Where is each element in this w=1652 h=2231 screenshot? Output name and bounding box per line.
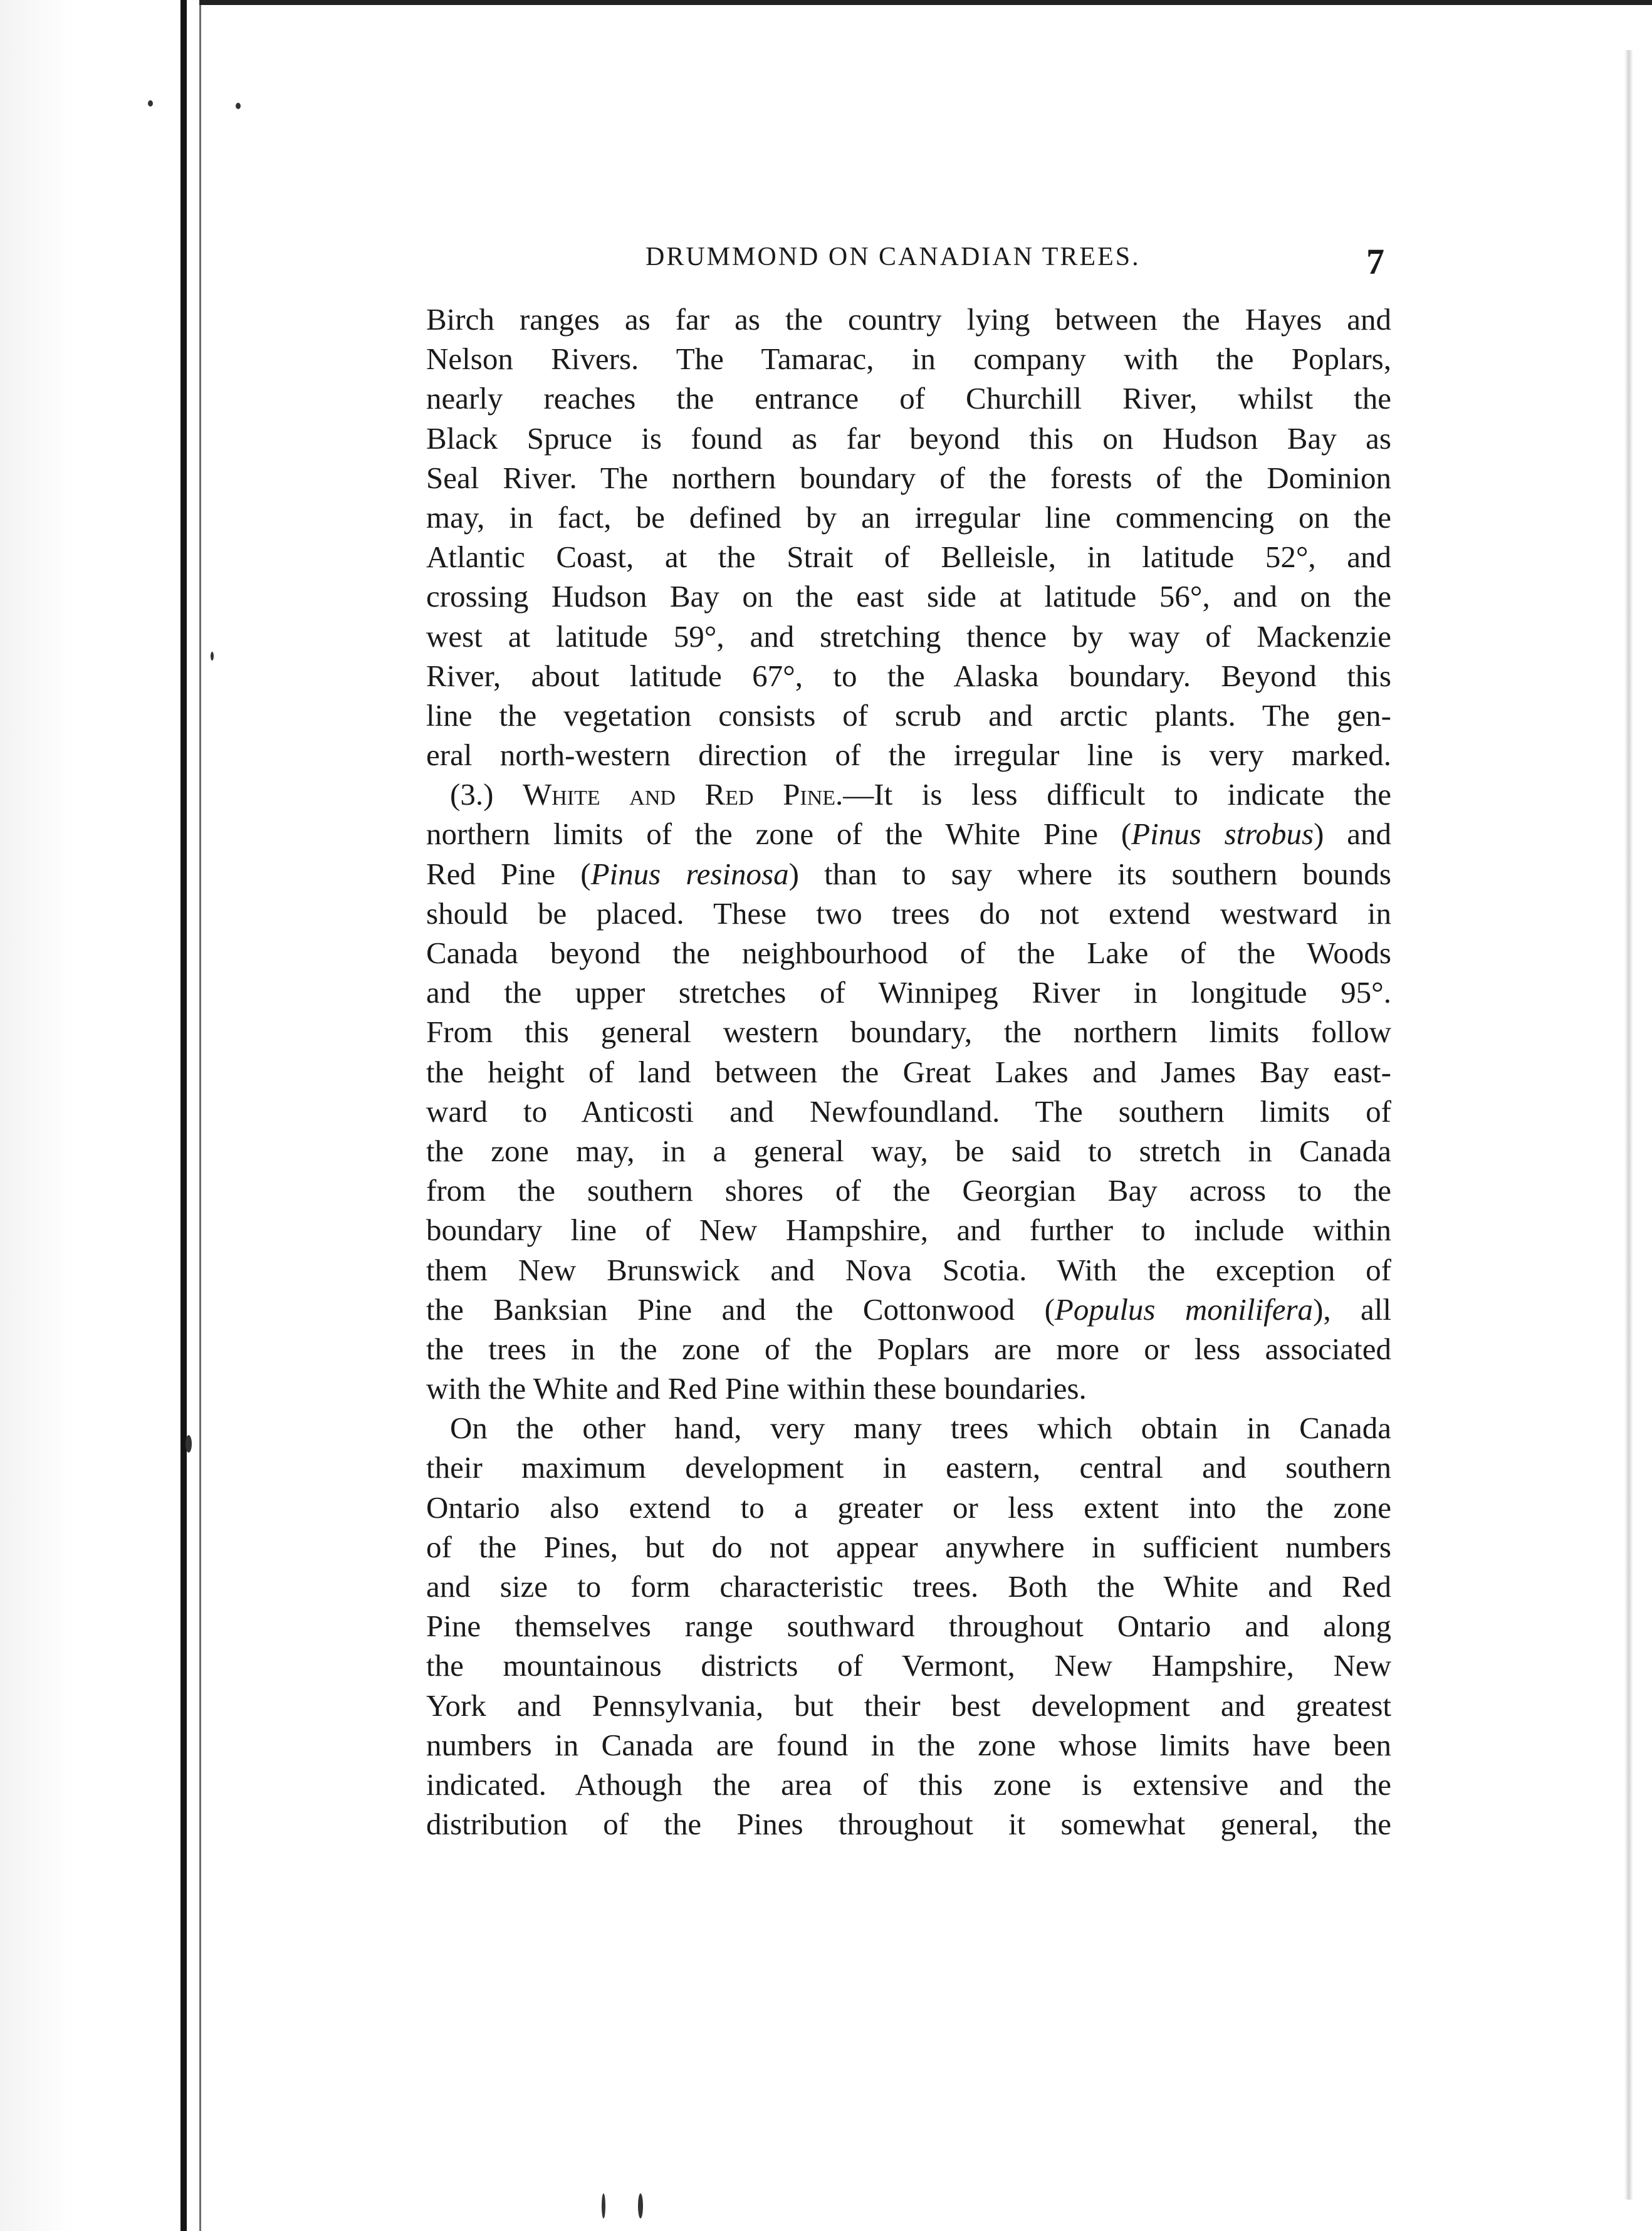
species-name: Pinus resinosa	[590, 856, 789, 891]
scan-speck	[186, 1435, 192, 1453]
text-line: west at latitude 59°, and stretching thence by way of Mackenzie	[426, 619, 1391, 654]
text-line: numbers in Canada are found in the zone whose limits have been	[426, 1727, 1391, 1762]
text-line: York and Pennsylvania, but their best development and greatest	[426, 1688, 1391, 1723]
text-fragment: Red Pine (	[426, 856, 591, 891]
text-line: From this general western boundary, the northern limits follow	[426, 1015, 1391, 1050]
binding-edge	[180, 0, 187, 2231]
text-line: them New Brunswick and Nova Scotia. With the exception of	[426, 1252, 1391, 1287]
page-right-edge	[1624, 50, 1633, 2200]
species-name: Pinus strobus	[1131, 817, 1314, 852]
text-line: the mountainous districts of Vermont, New Hampshire, New	[426, 1648, 1391, 1683]
text-line: and size to form characteristic trees. Both the White and Red	[426, 1569, 1391, 1604]
text-line: Canada beyond the neighbourhood of the Lake of the Woods	[426, 936, 1391, 970]
text-line: River, about latitude 67°, to the Alaska boundary. Beyond this	[426, 658, 1391, 693]
binding-shadow	[0, 0, 188, 2231]
paragraph-continuation	[426, 300, 1391, 775]
page-body	[426, 300, 1391, 1844]
text-line: Nelson Rivers. The Tamarac, in company with the Poplars,	[426, 342, 1391, 377]
section-white-and-red-pine	[426, 775, 1391, 1408]
scan-speck	[211, 652, 214, 661]
scan-speck	[236, 103, 241, 109]
text-line: On the other hand, very many trees which obtain in Canada	[450, 1411, 1391, 1446]
scan-speck	[638, 2193, 643, 2218]
text-line	[426, 854, 1391, 894]
text-line: with the White and Red Pine within these boundaries.	[426, 1371, 1087, 1406]
text-line: distribution of the Pines throughout it somewhat general, the	[426, 1807, 1391, 1842]
text-line: nearly reaches the entrance of Churchill River, whilst the	[426, 381, 1391, 416]
section-number: (3.)	[450, 777, 494, 812]
scan-speck	[148, 100, 153, 107]
text-line: of the Pines, but do not appear anywhere in sufficient numbers	[426, 1529, 1391, 1564]
text-line	[426, 814, 1391, 854]
text-line: the trees in the zone of the Poplars are more or less associated	[426, 1331, 1391, 1366]
text-fragment: the Banksian Pine and the Cottonwood (	[426, 1292, 1055, 1327]
text-fragment: ) and	[1314, 817, 1391, 852]
text-line: the height of land between the Great Lakes and James Bay east-	[426, 1054, 1391, 1089]
text-line: and the upper stretches of Winnipeg River in longitude 95°.	[426, 975, 1391, 1010]
text-line: Seal River. The northern boundary of the forests of the Dominion	[426, 460, 1391, 495]
text-line: from the southern shores of the Georgian Bay across to the	[426, 1173, 1391, 1208]
paragraph	[426, 1408, 1391, 1844]
text-line: Pine themselves range southward throughout Ontario and along	[426, 1609, 1391, 1644]
text-line: crossing Hudson Bay on the east side at latitude 56°, and on the	[426, 579, 1391, 614]
section-heading-line	[426, 775, 1391, 814]
text-fragment: —It is less difficult to indicate the	[843, 777, 1392, 812]
running-header: DRUMMOND ON CANADIAN TREES.	[646, 243, 1141, 271]
text-fragment: ), all	[1313, 1292, 1391, 1327]
page-top-edge	[199, 0, 1652, 5]
text-line: boundary line of New Hampshire, and further to include within	[426, 1213, 1391, 1248]
text-line: Black Spruce is found as far beyond this on Hudson Bay as	[426, 421, 1391, 456]
section-heading: White and Red Pine.	[523, 777, 844, 812]
text-line: Atlantic Coast, at the Strait of Belleisle, in latitude 52°, and	[426, 540, 1391, 575]
text-fragment: northern limits of the zone of the White Pine (	[426, 817, 1132, 852]
text-line: line the vegetation consists of scrub and arctic plants. The gen-	[426, 698, 1391, 733]
text-line: ward to Anticosti and Newfoundland. The southern limits of	[426, 1094, 1391, 1129]
text-line: should be placed. These two trees do not extend westward in	[426, 896, 1391, 931]
scan-speck	[602, 2193, 605, 2218]
text-line: Birch ranges as far as the country lying between the Hayes and	[426, 302, 1391, 337]
text-line: the zone may, in a general way, be said to stretch in Canada	[426, 1133, 1391, 1168]
page-number: 7	[1366, 241, 1384, 282]
species-name: Populus monilifera	[1054, 1292, 1314, 1327]
text-line: their maximum development in eastern, central and southern	[426, 1450, 1391, 1485]
text-line: may, in fact, be defined by an irregular line commencing on the	[426, 499, 1391, 535]
text-line: indicated. Athough the area of this zone is extensive and the	[426, 1767, 1391, 1802]
text-line: eral north-western direction of the irregular line is very marked.	[426, 738, 1391, 773]
text-line: Ontario also extend to a greater or less extent into the zone	[426, 1490, 1391, 1525]
text-fragment: ) than to say where its southern bounds	[788, 856, 1391, 891]
page-gutter-line	[199, 0, 201, 2231]
text-line	[426, 1290, 1391, 1329]
